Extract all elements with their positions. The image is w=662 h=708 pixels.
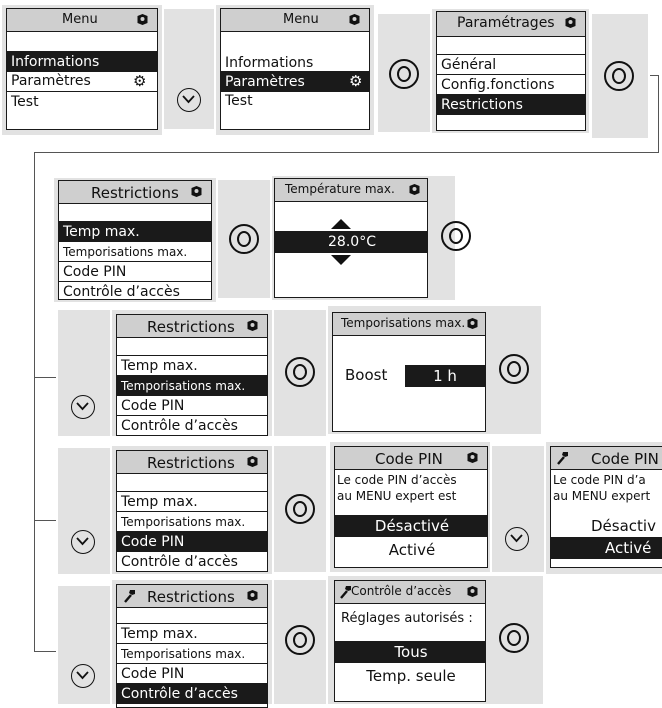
wrench-icon (556, 451, 569, 465)
screen-title: Code PIN (375, 450, 443, 468)
screen-title: Restrictions (147, 588, 235, 606)
menu-item-temp-max[interactable]: Temp max. (59, 221, 211, 242)
restrictions-screen-3 (116, 450, 268, 572)
menu-item-general[interactable]: Général (437, 54, 585, 75)
lock-icon (466, 451, 479, 464)
menu-item-code-pin[interactable]: Code PIN (117, 531, 267, 552)
lock-icon (136, 13, 149, 26)
wrench-icon (123, 589, 136, 603)
menu-item-code-pin[interactable]: Code PIN (117, 395, 267, 416)
screen-title: Code PIN (591, 450, 659, 468)
menu-item-code-pin[interactable]: Code PIN (59, 261, 211, 282)
screen-header (333, 313, 485, 336)
controle-subtitle: Réglages autorisés : (341, 611, 473, 626)
ok-button[interactable] (285, 494, 315, 524)
screen-header (437, 12, 585, 37)
code-pin-screen-cropped (550, 446, 662, 568)
menu-item-code-pin[interactable]: Code PIN (117, 663, 267, 684)
ok-button[interactable] (604, 61, 634, 91)
screen-title: Restrictions (91, 184, 179, 202)
menu-item-controle[interactable]: Contrôle d’accès (117, 415, 267, 436)
menu-screen-1 (6, 8, 158, 130)
down-arrow-icon (331, 255, 351, 265)
down-button[interactable] (505, 527, 529, 551)
ok-button[interactable] (499, 354, 529, 384)
menu-item-temporisations[interactable]: Temporisations max. (117, 643, 267, 664)
screen-title: Restrictions (147, 454, 235, 472)
gear-icon: ⚙ (349, 72, 363, 90)
temperature-value[interactable]: 28.0°C (275, 231, 428, 253)
screen-header (117, 315, 267, 338)
gear-icon: ⚙ (133, 72, 147, 90)
row4-panel-5 (492, 446, 544, 572)
connector-line (34, 152, 35, 652)
parametrages-screen (436, 11, 586, 131)
screen-title: Contrôle d’accès (351, 584, 452, 598)
screen-title: Paramétrages (457, 15, 555, 31)
lock-icon (466, 317, 479, 330)
ok-button[interactable] (441, 221, 471, 251)
up-arrow-icon (331, 219, 351, 229)
code-pin-text-1: Le code PIN d’accès (337, 473, 457, 487)
menu-screen-2 (220, 8, 370, 130)
menu-item-temporisations[interactable]: Temporisations max. (117, 375, 267, 396)
connector-line (34, 152, 659, 153)
code-pin-text-2: au MENU expert est (337, 489, 457, 503)
down-button[interactable] (177, 88, 201, 112)
screen-header (221, 9, 369, 32)
ok-button[interactable] (285, 357, 315, 387)
option-tous[interactable]: Tous (335, 641, 486, 663)
menu-item-restrictions[interactable]: Restrictions (437, 94, 585, 115)
menu-item-test[interactable]: Test (7, 91, 157, 112)
screen-header (117, 451, 267, 474)
lock-icon (348, 13, 361, 26)
menu-item-controle[interactable]: Contrôle d’accès (117, 683, 267, 704)
connector-line (34, 377, 56, 378)
connector-line (34, 651, 56, 652)
ok-button[interactable] (389, 59, 419, 89)
screen-title: Temporisations max. (341, 316, 466, 330)
code-pin-text-2: au MENU expert (553, 489, 651, 503)
option-desactive[interactable]: Désactiv (591, 517, 656, 535)
menu-item-informations[interactable]: Informations (7, 51, 157, 72)
screen-header (275, 179, 427, 202)
lock-icon (246, 319, 259, 332)
screen-header (117, 585, 267, 608)
temporisations-screen (332, 312, 486, 432)
lock-icon (190, 185, 203, 198)
restrictions-screen-2 (116, 314, 268, 436)
temperature-screen (274, 178, 428, 298)
row4-panel-1 (58, 448, 110, 574)
screen-header (335, 447, 487, 470)
lock-icon (564, 16, 577, 29)
screen-title: Menu (283, 12, 319, 27)
screen-title: Restrictions (147, 318, 235, 336)
code-pin-text-1: Le code PIN d’a (553, 473, 646, 487)
menu-item-informations[interactable]: Informations (225, 55, 314, 71)
lock-icon (246, 589, 259, 602)
menu-item-test[interactable]: Test (225, 93, 253, 109)
screen-header (7, 9, 157, 32)
boost-value[interactable]: 1 h (405, 365, 485, 387)
ok-button[interactable] (499, 623, 529, 653)
menu-item-controle[interactable]: Contrôle d’accès (117, 551, 267, 572)
menu-item-temp-max[interactable]: Temp max. (117, 623, 267, 644)
menu-item-parametres[interactable]: Paramètres (221, 71, 369, 92)
menu-item-temporisations[interactable]: Temporisations max. (59, 241, 211, 262)
screen-header (335, 581, 485, 604)
option-active[interactable]: Activé (388, 541, 436, 559)
ok-button[interactable] (285, 625, 315, 655)
menu-item-temp-max[interactable]: Temp max. (117, 355, 267, 376)
lock-icon (246, 455, 259, 468)
restrictions-screen-4 (116, 584, 268, 708)
lock-icon (408, 183, 421, 196)
option-active-label: Activé (605, 539, 652, 557)
menu-item-parametres[interactable]: Paramètres (11, 73, 91, 89)
code-pin-screen (334, 446, 488, 568)
screen-header (59, 181, 211, 204)
menu-item-controle[interactable]: Contrôle d’accès (59, 281, 211, 300)
controle-screen (334, 580, 486, 702)
option-temp-seule[interactable]: Temp. seule (366, 667, 456, 685)
down-button[interactable] (71, 530, 95, 554)
menu-item-temp-max[interactable]: Temp max. (117, 491, 267, 512)
screen-header (551, 447, 662, 470)
lock-icon (466, 585, 479, 598)
ok-button[interactable] (229, 224, 259, 254)
screen-title: Menu (62, 12, 98, 27)
boost-label: Boost (345, 366, 388, 384)
down-button[interactable] (71, 395, 95, 419)
restrictions-screen-1 (58, 180, 212, 300)
menu-item-config-fonctions[interactable]: Config.fonctions (437, 74, 585, 95)
connector-line (34, 520, 56, 521)
connector-line (658, 75, 659, 153)
menu-item-temporisations[interactable]: Temporisations max. (117, 511, 267, 532)
option-desactive[interactable]: Désactivé (335, 515, 488, 537)
down-button[interactable] (71, 664, 95, 688)
screen-title: Température max. (285, 182, 395, 196)
